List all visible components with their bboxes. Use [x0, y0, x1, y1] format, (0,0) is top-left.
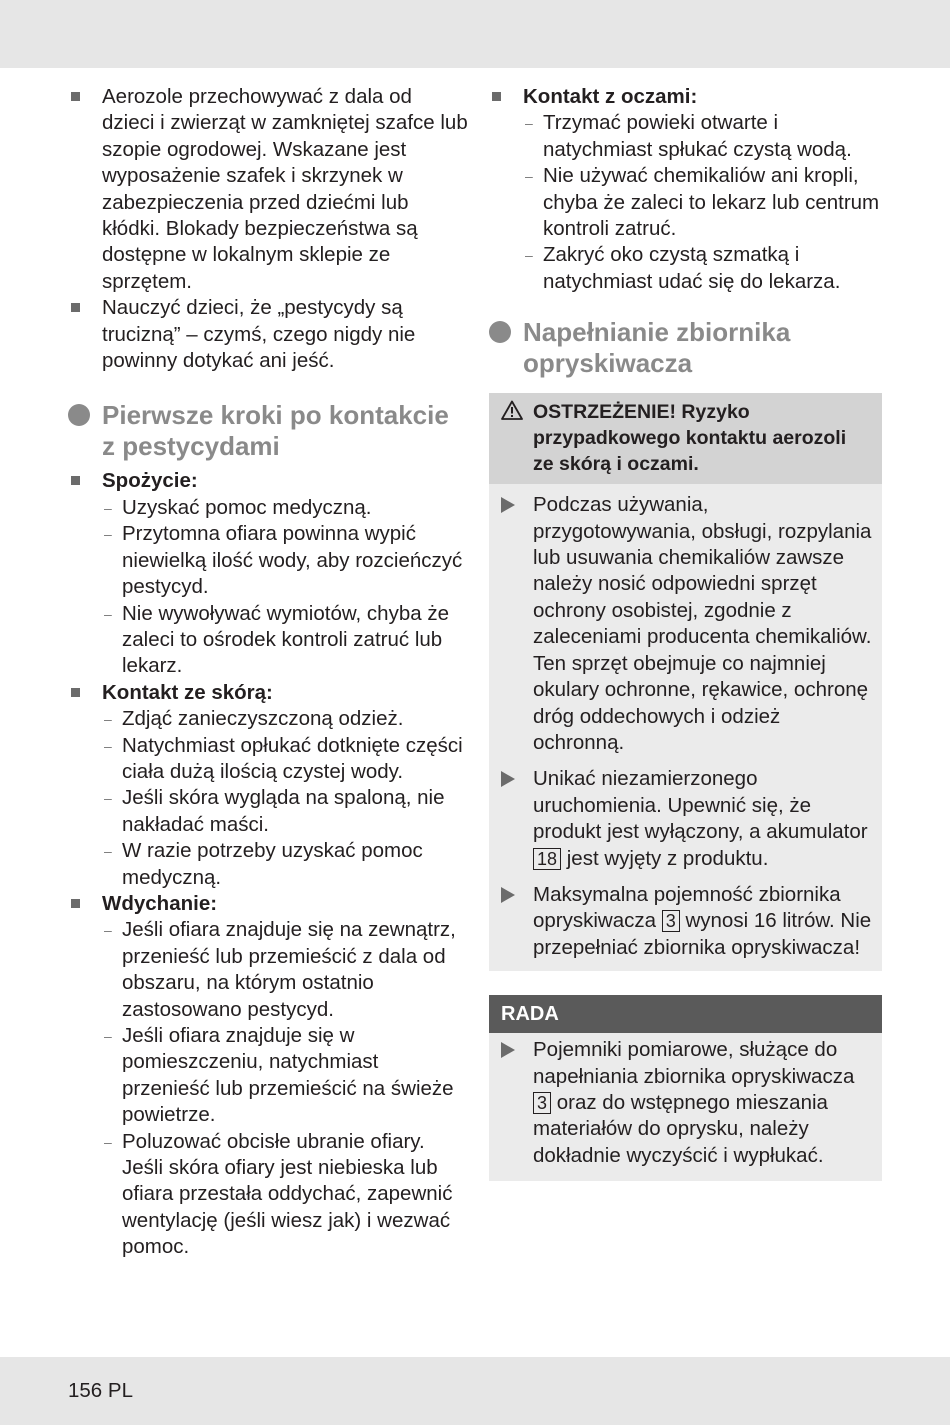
page-number: 156 PL — [68, 1379, 133, 1402]
dash-bullet-icon: – — [104, 499, 112, 516]
inhalation-title: Wdychanie: — [102, 891, 218, 915]
dash-bullet-icon: – — [104, 605, 112, 622]
square-bullet-icon — [71, 476, 80, 485]
first-aid-heading: Pierwsze kroki po kontakcie z pestycydami — [68, 400, 468, 462]
triangle-bullet-icon — [501, 497, 515, 513]
header-band — [0, 0, 950, 68]
dash-bullet-icon: – — [104, 922, 112, 939]
list-item: – Przytomna ofiara powinna wypić niewielką ilość wody, aby rozcieńczyć pestycyd. — [104, 522, 463, 599]
skin-title: Kontakt ze skórą: — [102, 680, 273, 704]
tip-box — [489, 995, 882, 1181]
warning-item: Unikać niezamierzonego uruchomienia. Upewnić się, że produkt jest wyłączony, a akumulator 18 jest wyjęty z produktu. — [489, 766, 882, 872]
dash-bullet-icon: – — [104, 843, 112, 860]
inhalation-section — [68, 891, 468, 1261]
children-instruction: Nauczyć dzieci, że „pestycydy są trucizną” – czymś, czego nigdy nie powinny dotykać ani jeść. — [102, 296, 416, 373]
list-item: – Jeśli ofiara znajduje się w pomieszczeniu, natychmiast przenieść lub przemieścić na świeże powietrze. — [104, 1024, 454, 1127]
circle-bullet-icon — [68, 404, 90, 426]
left-column — [68, 84, 468, 1261]
list-item: – Trzymać powieki otwarte i natychmiast spłukać czystą wodą. — [525, 111, 852, 161]
square-bullet-icon — [71, 688, 80, 697]
eyes-section — [489, 84, 882, 295]
part-reference: 3 — [662, 910, 680, 932]
list-item: – Nie używać chemikaliów ani kropli, chyba że zaleci to lekarz lub centrum kontroli zatruć. — [525, 164, 880, 241]
dash-bullet-icon: – — [104, 711, 112, 728]
warning-header — [489, 393, 882, 484]
list-item: – Jeśli skóra wygląda na spaloną, nie nakładać maści. — [104, 786, 445, 836]
skin-section — [68, 680, 468, 891]
triangle-bullet-icon — [501, 771, 515, 787]
square-bullet-icon — [492, 92, 501, 101]
warning-title: OSTRZEŻENIE! Ryzyko przypadkowego kontaktu aerozoli ze skórą i oczami. — [533, 401, 847, 476]
dash-bullet-icon: – — [525, 115, 533, 132]
warning-item: Podczas używania, przygotowywania, obsługi, rozpylania lub usuwania chemikaliów zawsze należy nosić odpowiedni sprzęt ochrony osobistej, zgodnie z zaleceniami producenta chemikaliów. Ten sprzęt obejmuje co najmniej okulary ochronne, rękawice, ochronę dróg oddechowych i odzież ochronną. — [489, 492, 882, 756]
list-item — [68, 295, 468, 374]
circle-bullet-icon — [489, 321, 511, 343]
filling-heading: Napełnianie zbiornika opryskiwacza — [489, 317, 882, 379]
square-bullet-icon — [71, 92, 80, 101]
dash-bullet-icon: – — [104, 526, 112, 543]
part-reference: 3 — [533, 1092, 551, 1114]
part-reference: 18 — [533, 848, 561, 870]
list-item: – Uzyskać pomoc medyczną. — [102, 495, 468, 521]
list-item: – Zdjąć zanieczyszczoną odzież. — [102, 706, 468, 732]
eyes-title: Kontakt z oczami: — [523, 85, 698, 108]
right-column — [489, 84, 882, 1181]
list-item — [68, 84, 468, 295]
list-item: – Jeśli ofiara znajduje się na zewnątrz, przenieść lub przemieścić z dala od obszaru, na którym ostatnio zastosowano pestycyd. — [104, 918, 456, 1021]
list-item: – W razie potrzeby uzyskać pomoc medyczną. — [104, 839, 423, 889]
dash-bullet-icon: – — [104, 1028, 112, 1044]
footer-band — [0, 1357, 950, 1425]
ingestion-section — [68, 468, 468, 679]
tip-header: RADA — [489, 995, 882, 1033]
warning-item: Maksymalna pojemność zbiornika opryskiwacza 3 wynosi 16 litrów. Nie przepełniać zbiornika opryskiwacza! — [489, 882, 882, 961]
triangle-bullet-icon — [501, 1042, 515, 1058]
list-item: – Nie wywoływać wymiotów, chyba że zaleci to ośrodek kontroli zatruć lub lekarz. — [104, 601, 449, 678]
dash-bullet-icon: – — [525, 168, 533, 185]
dash-bullet-icon: – — [104, 737, 112, 754]
square-bullet-icon — [71, 899, 80, 908]
triangle-bullet-icon — [501, 887, 515, 903]
storage-instruction: Aerozole przechowywać z dala od dzieci i zwierząt w zamkniętej szafce lub szopie ogrodowej. Wskazane jest wyposażenie szafek i skrzynek w zabezpieczenia przed dziećmi lub kłódki. Blokady bezpieczeństwa są dostępne w lokalnym sklepie ze sprzętem. — [102, 85, 468, 293]
dash-bullet-icon: – — [104, 790, 112, 807]
list-item: – Poluzować obcisłe ubranie ofiary. Jeśli skóra ofiary jest niebieska lub ofiara przestała oddychać, zapewnić wentylację (jeśli wiesz jak) i wezwać pomoc. — [104, 1129, 453, 1259]
square-bullet-icon — [71, 303, 80, 312]
ingestion-title: Spożycie: — [102, 469, 198, 493]
list-item: – Zakryć oko czystą szmatką i natychmiast udać się do lekarza. — [525, 243, 841, 293]
warning-triangle-icon — [501, 400, 523, 420]
tip-item: Pojemniki pomiarowe, służące do napełniania zbiornika opryskiwacza 3 oraz do wstępnego mieszania materiałów do oprysku, należy dokładnie wyczyścić i wypłukać. — [489, 1037, 882, 1169]
list-item: – Natychmiast opłukać dotknięte części ciała dużą ilością czystej wody. — [104, 733, 463, 783]
dash-bullet-icon: – — [104, 1133, 112, 1150]
dash-bullet-icon: – — [525, 247, 533, 264]
warning-box — [489, 393, 882, 971]
